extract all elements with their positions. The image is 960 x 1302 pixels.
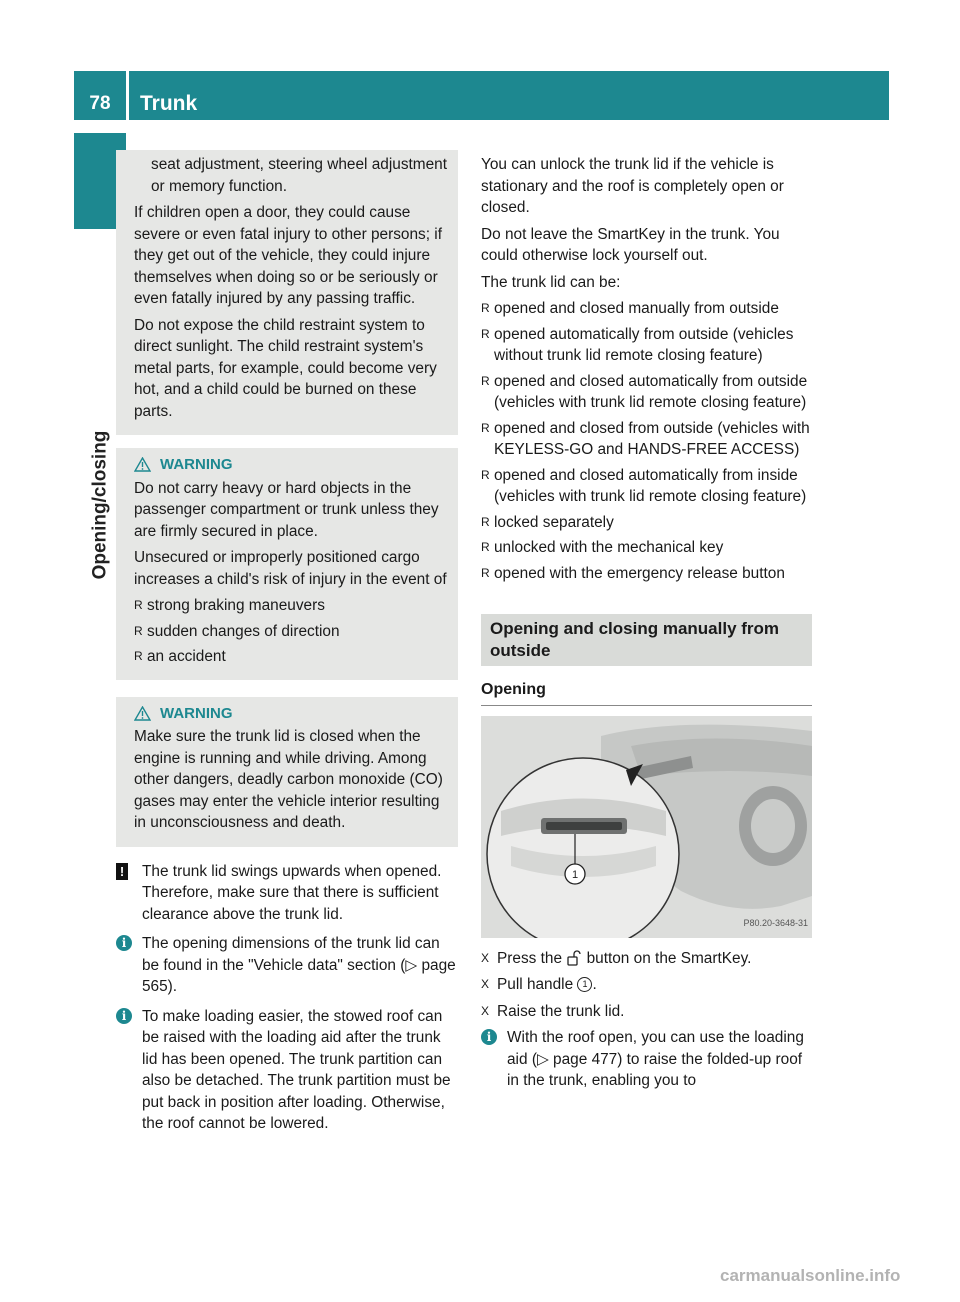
step-text: . bbox=[592, 976, 597, 993]
step-text: Press the bbox=[497, 949, 563, 967]
warning-box-cargo bbox=[116, 448, 458, 680]
list-item: R opened and closed manually from outside bbox=[481, 298, 812, 320]
right-column bbox=[481, 154, 812, 1092]
continued-text: seat adjustment, steering wheel adjustment or memory function. bbox=[151, 156, 448, 195]
list-item: R opened and closed from outside (vehicles with KEYLESS-GO and HANDS-FREE ACCESS) bbox=[481, 418, 812, 461]
list-item: R opened with the emergency release button bbox=[481, 563, 812, 585]
trunk-options-list bbox=[481, 298, 812, 584]
info-note bbox=[481, 1027, 812, 1092]
info-note bbox=[116, 1006, 458, 1135]
warning-box-co bbox=[116, 697, 458, 847]
left-column bbox=[116, 150, 458, 1135]
chapter-label: Opening/closing bbox=[89, 430, 111, 580]
warning-heading bbox=[134, 703, 452, 725]
exclamation-icon: ! bbox=[116, 863, 128, 880]
paragraph: Make sure the trunk lid is closed when the engine is running and while driving. Among other dangers, deadly carbon monoxide (CO) gases may enter the vehicle interior resulting in unconsciousness and death. bbox=[134, 728, 443, 831]
list-item: R strong braking maneuvers bbox=[134, 595, 452, 617]
unlock-icon bbox=[566, 950, 582, 966]
step-text: button on the SmartKey. bbox=[586, 949, 752, 967]
header-separator bbox=[126, 71, 129, 120]
trunk-handle-figure bbox=[481, 716, 812, 938]
step-press-button bbox=[481, 948, 812, 970]
step-raise-lid: X Raise the trunk lid. bbox=[481, 1001, 812, 1023]
warning-triangle-icon bbox=[134, 706, 151, 721]
warning-title: WARNING bbox=[160, 456, 233, 473]
paragraph: Unsecured or improperly positioned cargo increases a child's risk of injury in the event of bbox=[134, 549, 447, 588]
note-text: The trunk lid swings upwards when opened. Therefore, make sure that there is sufficient clearance above the trunk lid. bbox=[142, 862, 442, 923]
note-text: The opening dimensions of the trunk lid can be found in the "Vehicle data" section (▷ page 565). bbox=[142, 935, 456, 995]
list-item: R unlocked with the mechanical key bbox=[481, 537, 812, 559]
note-text: To make loading easier, the stowed roof can be raised with the loading aid after the trunk lid has been opened. The trunk partition can also be detached. The trunk partition must be put back in position after loading. Otherwise, the roof cannot be lowered. bbox=[142, 1007, 451, 1132]
list-item: R opened and closed automatically from outside (vehicles with trunk lid remote closing feature) bbox=[481, 371, 812, 414]
warning-heading bbox=[134, 454, 452, 476]
list-item: R an accident bbox=[134, 646, 452, 668]
list-item: R opened automatically from outside (vehicles without trunk lid remote closing feature) bbox=[481, 324, 812, 367]
step-text: Pull handle bbox=[497, 976, 574, 993]
watermark: carmanualsonline.info bbox=[720, 1266, 901, 1285]
page-title: Trunk bbox=[140, 92, 198, 115]
paragraph: You can unlock the trunk lid if the vehicle is stationary and the roof is completely open or closed. bbox=[481, 156, 784, 216]
callout-ref: 1 bbox=[577, 977, 592, 992]
paragraph: Do not carry heavy or hard objects in the passenger compartment or trunk unless they are firmly secured in place. bbox=[134, 479, 439, 540]
car-rear-illustration bbox=[481, 716, 812, 938]
child-safety-box bbox=[116, 150, 458, 435]
subsection-heading: Opening bbox=[481, 679, 812, 706]
paragraph: Do not expose the child restraint system to direct sunlight. The child restraint system's metal parts, for example, could become very hot, and a child could be burned on these parts. bbox=[134, 316, 437, 420]
list-item: R locked separately bbox=[481, 512, 812, 534]
paragraph: If children open a door, they could cause severe or even fatal injury to other persons; if they get out of the vehicle, they could injure themselves when doing so or be seriously or even fatally injured by any passing traffic. bbox=[134, 204, 442, 307]
warning-bullet-list bbox=[134, 595, 452, 668]
section-heading: Opening and closing manually from outside bbox=[481, 614, 812, 666]
warning-triangle-icon bbox=[134, 457, 151, 472]
list-item: R opened and closed automatically from inside (vehicles with trunk lid remote closing feature) bbox=[481, 465, 812, 508]
figure-code: P80.20-3648-31 bbox=[743, 918, 808, 928]
info-icon: i bbox=[116, 935, 132, 951]
step-pull-handle bbox=[481, 974, 812, 996]
warning-title: WARNING bbox=[160, 704, 233, 722]
paragraph: The trunk lid can be: bbox=[481, 273, 621, 291]
paragraph: Do not leave the SmartKey in the trunk. You could otherwise lock yourself out. bbox=[481, 225, 780, 264]
info-note bbox=[116, 933, 458, 998]
page-number: 78 bbox=[89, 93, 111, 114]
notice-note bbox=[116, 861, 458, 926]
callout-label: 1 bbox=[571, 868, 579, 881]
steps bbox=[481, 948, 812, 1023]
note-text: With the roof open, you can use the loading aid (▷ page 477) to raise the folded-up roof in the trunk, enabling you to bbox=[507, 1029, 804, 1089]
info-icon: i bbox=[481, 1029, 497, 1045]
list-item: R sudden changes of direction bbox=[134, 621, 452, 643]
info-icon: i bbox=[116, 1008, 132, 1024]
